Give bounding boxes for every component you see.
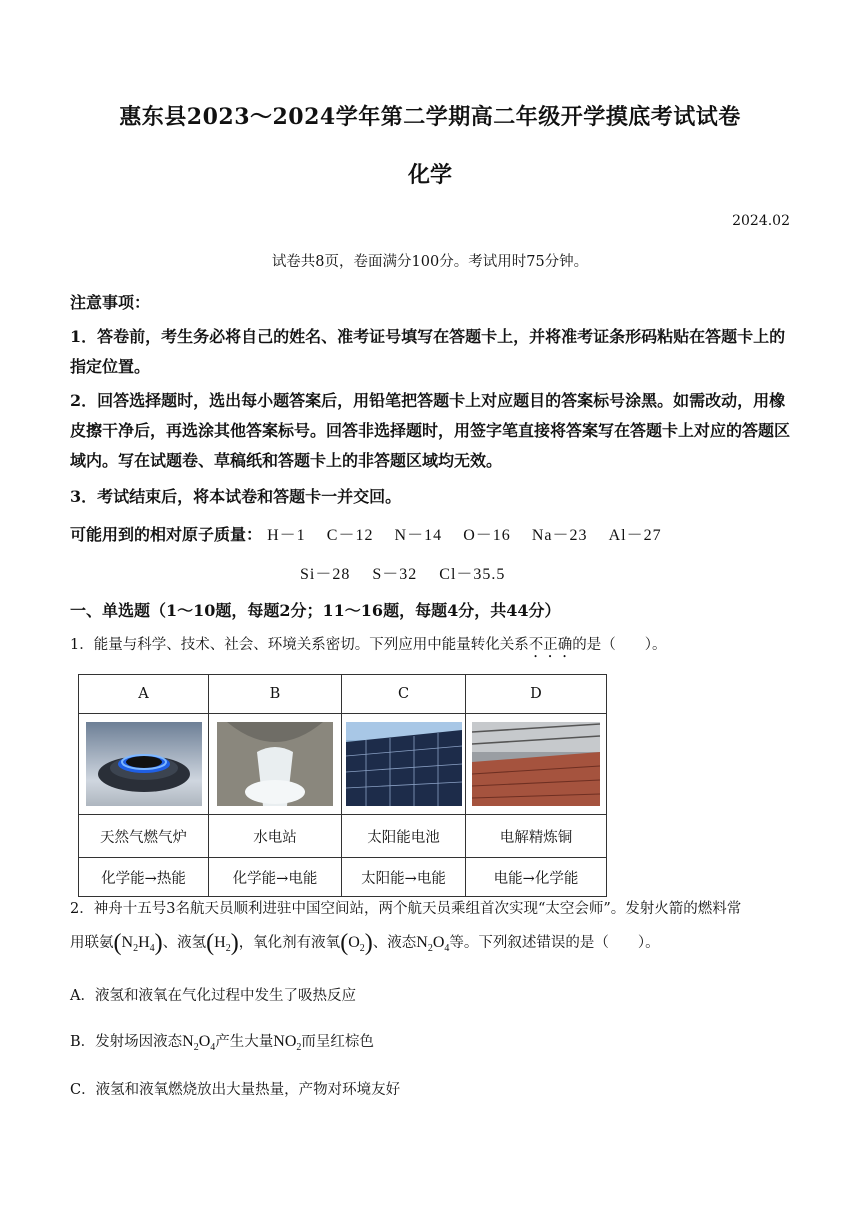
note-item-3: 3．考试结束后，将本试卷和答题卡一并交回。 [70,487,402,506]
atomic-mass-o: O－16 [463,527,511,544]
option-a-letter: A [79,675,209,714]
q2-text-1: 用联氨 [70,935,114,951]
formula-n2h4: $N_2H_4$ [121,934,155,955]
atomic-mass-n: N－14 [394,527,443,544]
option-c-letter: C [342,675,466,714]
q1-emphasis: 不正确 [528,637,573,653]
q2-text-4: 、液态 [372,935,417,951]
question-2-option-b [70,1030,374,1053]
exam-title: 惠东县2023～2024学年第二学期高二年级开学摸底考试试卷 [119,104,741,130]
gas-stove-image [86,722,202,806]
question-2-option-c: C．液氢和液氧燃烧放出大量热量，产物对环境友好 [70,1082,401,1098]
option-c-conversion: 太阳能→电能 [342,858,466,897]
q1-text: 1．能量与科学、技术、社会、环境关系密切。下列应用中能量转化关系 [70,637,529,653]
notes-heading: 注意事项： [70,293,151,312]
q2-b-text-1: B．发射场因液态 [70,1034,183,1050]
q2-b-text-3: 而呈红棕色 [301,1034,374,1050]
exam-info: 试卷共8页，卷面满分100分。考试用时75分钟。 [271,254,589,270]
exam-subject: 化学 [407,162,452,188]
option-b-conversion: 化学能→电能 [209,858,342,897]
q2-text-5: 等。下列叙述错误的是（ ）。 [449,935,660,951]
formula-n2o4-b: $N_2O_4$ [182,1033,216,1054]
atomic-mass-line-2 [300,561,523,584]
question-2-line-2: 用联氨$(N_2H_4)$、液氢$(H_2)$，氧化剂有液氧$(O_2)$、液态$N_2O_4$等。下列叙述错误的是（ ）。 [70,930,660,956]
option-d-letter: D [466,675,607,714]
question-2-line-1: 2．神舟十五号3名航天员顺利进驻中国空间站，两个航天员乘组首次实现“太空会师”。发射火箭的燃料常 [70,901,742,917]
formula-no2: $NO_2$ [273,1033,302,1054]
option-b-name: 水电站 [209,815,342,858]
question-2-option-a: A．液氢和液氧在气化过程中发生了吸热反应 [70,988,356,1004]
q2-text-3: ，氧化剂有液氧 [238,935,341,951]
option-c-name: 太阳能电池 [342,815,466,858]
hydropower-station-image [217,722,333,806]
atomic-mass-s: S－32 [372,566,418,583]
q2-text-2: 、液氢 [162,935,207,951]
atomic-mass-label: 可能用到的相对原子质量： [70,525,263,544]
atomic-mass-cl: Cl－35.5 [439,566,506,583]
atomic-mass-line [70,522,678,545]
note-item-1: 1．答卷前，考生务必将自己的姓名、准考证号填写在答题卡上，并将准考证条形码粘贴在答题卡上的指定位置。 [70,327,786,376]
q2-b-text-2: 产生大量 [215,1034,274,1050]
formula-n2o4: $N_2O_4$ [416,934,450,955]
option-a-name: 天然气燃气炉 [79,815,209,858]
option-a-conversion: 化学能→热能 [79,858,209,897]
solar-panel-image [346,722,462,806]
question-1-stem [70,634,790,661]
copper-refining-image [472,722,600,806]
atomic-mass-al: Al－27 [608,527,662,544]
atomic-mass-c: C－12 [326,527,374,544]
section-heading: 一、单选题（1～10题，每题2分；11～16题，每题4分，共44分） [70,601,561,620]
formula-o2: $O_2$ [348,934,365,955]
question-1-table [78,674,607,897]
exam-date: 2024.02 [732,213,790,229]
option-d-conversion: 电能→化学能 [466,858,607,897]
atomic-mass-h: H－1 [267,527,306,544]
formula-h2: $H_2$ [214,934,231,955]
option-b-letter: B [209,675,342,714]
option-d-name: 电解精炼铜 [466,815,607,858]
atomic-mass-na: Na－23 [531,527,588,544]
note-item-2: 2．回答选择题时，选出每小题答案后，用铅笔把答题卡上对应题目的答案标号涂黑。如需改动，用橡皮擦干净后，再选涂其他答案标号。回答非选择题时，用签字笔直接将答案写在答题卡上对应的答题区域内。写在试题卷、草稿纸和答题卡上的非答题区域均无效。 [70,391,791,470]
q1-text-end: 的是（ ）。 [572,637,667,653]
atomic-mass-si: Si－28 [300,566,351,583]
